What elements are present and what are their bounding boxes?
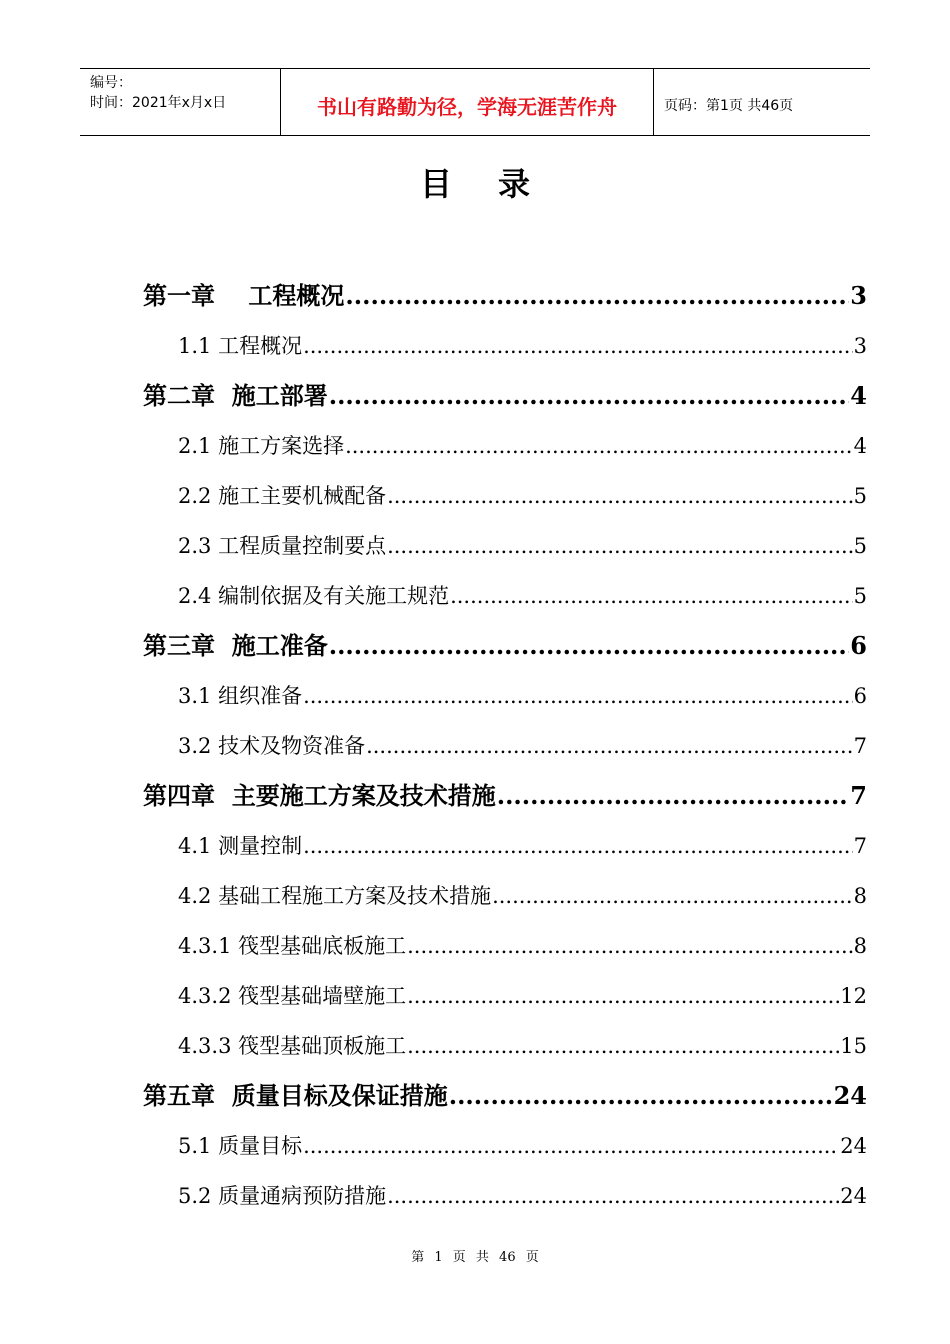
- toc-entry-page: 5: [853, 584, 867, 608]
- toc-entry-section[interactable]: [178, 559, 867, 609]
- toc-entry-section[interactable]: [178, 1159, 867, 1209]
- toc-entry-section[interactable]: [178, 809, 867, 859]
- toc-entry-label: 第一章 工程概况: [143, 282, 345, 310]
- toc-entry-page: 24: [840, 1184, 867, 1208]
- toc-leader-dots: [329, 383, 850, 409]
- toc-entry-page: 8: [853, 884, 867, 908]
- toc-entry-chapter[interactable]: [143, 609, 867, 659]
- toc-leader-dots: [366, 733, 853, 759]
- toc-entry-section[interactable]: [178, 709, 867, 759]
- toc-entry-chapter[interactable]: [143, 1059, 867, 1109]
- toc-leader-dots: [303, 1133, 839, 1159]
- toc-entry-page: 3: [850, 281, 867, 310]
- toc-entry-label: 2.2 施工主要机械配备: [178, 484, 387, 508]
- toc-entry-label: 5.2 质量通病预防措施: [178, 1184, 387, 1208]
- toc-entry-label: 3.2 技术及物资准备: [178, 734, 366, 758]
- toc-entry-chapter[interactable]: [143, 759, 867, 809]
- page-title: 目录: [419, 165, 576, 203]
- toc-leader-dots: [387, 533, 853, 559]
- toc-leader-dots: [329, 633, 850, 659]
- toc-entry-label: 4.1 测量控制: [178, 834, 303, 858]
- toc-entry-label: 第二章 施工部署: [143, 382, 328, 410]
- toc-entry-section[interactable]: [178, 1109, 867, 1159]
- page-header: [80, 68, 870, 136]
- toc-leader-dots: [387, 483, 853, 509]
- toc-leader-dots: [450, 583, 853, 609]
- toc-entry-label: 第五章 质量目标及保证措施: [143, 1082, 448, 1110]
- toc-entry-section[interactable]: [178, 309, 867, 359]
- toc-leader-dots: [387, 1183, 839, 1209]
- toc-entry-page: 5: [853, 534, 867, 558]
- toc-entry-page: 6: [850, 631, 867, 660]
- time-label: 时间：2021年x月x日: [90, 95, 227, 111]
- toc-leader-dots: [303, 683, 853, 709]
- toc-entry-section[interactable]: [178, 859, 867, 909]
- toc-entry-page: 8: [853, 934, 867, 958]
- toc-entry-page: 3: [853, 334, 867, 358]
- toc-leader-dots: [449, 1083, 833, 1109]
- toc-leader-dots: [407, 933, 853, 959]
- toc-entry-section[interactable]: [178, 459, 867, 509]
- toc-leader-dots: [407, 983, 839, 1009]
- toc-entry-chapter[interactable]: [143, 259, 867, 309]
- toc-entry-label: 4.3.2 筏型基础墙壁施工: [178, 984, 407, 1008]
- toc-leader-dots: [345, 433, 853, 459]
- toc-entry-label: 5.1 质量目标: [178, 1134, 303, 1158]
- toc-leader-dots: [345, 283, 849, 309]
- toc-entry-label: 2.3 工程质量控制要点: [178, 534, 387, 558]
- toc-entry-page: 15: [840, 1034, 867, 1058]
- toc-entry-section[interactable]: [178, 1009, 867, 1059]
- toc-entry-label: 第四章 主要施工方案及技术措施: [143, 782, 496, 810]
- toc-entry-page: 4: [850, 381, 867, 410]
- toc-entry-label: 2.1 施工方案选择: [178, 434, 345, 458]
- toc-entry-label: 1.1 工程概况: [178, 334, 303, 358]
- toc-entry-section[interactable]: [178, 959, 867, 1009]
- toc-entry-section[interactable]: [178, 409, 867, 459]
- toc-entry-page: 4: [853, 434, 867, 458]
- toc-leader-dots: [497, 783, 850, 809]
- toc-leader-dots: [407, 1033, 839, 1059]
- toc-entry-page: 7: [853, 834, 867, 858]
- toc-entry-page: 24: [833, 1081, 867, 1110]
- header-meta: [80, 69, 281, 135]
- page-footer: 第 1 页 共 46 页: [411, 1250, 539, 1265]
- toc-leader-dots: [492, 883, 853, 909]
- toc-entry-label: 4.3.1 筏型基础底板施工: [178, 934, 407, 958]
- toc-entry-section[interactable]: [178, 909, 867, 959]
- toc-entry-label: 4.3.3 筏型基础顶板施工: [178, 1034, 407, 1058]
- code-label: 编号：: [90, 75, 132, 91]
- toc-leader-dots: [303, 333, 853, 359]
- toc-entry-label: 2.4 编制依据及有关施工规范: [178, 584, 450, 608]
- toc-entry-page: 24: [840, 1134, 867, 1158]
- toc-entry-page: 7: [850, 781, 867, 810]
- toc-entry-section[interactable]: [178, 509, 867, 559]
- toc-entry-chapter[interactable]: [143, 359, 867, 409]
- toc-entry-page: 5: [853, 484, 867, 508]
- toc-entry-label: 3.1 组织准备: [178, 684, 303, 708]
- toc-leader-dots: [303, 833, 853, 859]
- toc-entry-label: 第三章 施工准备: [143, 632, 328, 660]
- toc-entry-page: 12: [840, 984, 867, 1008]
- toc-entry-label: 4.2 基础工程施工方案及技术措施: [178, 884, 492, 908]
- toc-entry-page: 6: [853, 684, 867, 708]
- header-page-info: 页码：第1页 共46页: [664, 98, 794, 114]
- toc-entry-section[interactable]: [178, 659, 867, 709]
- header-motto: 书山有路勤为径，学海无涯苦作舟: [281, 69, 654, 135]
- toc-entry-page: 7: [853, 734, 867, 758]
